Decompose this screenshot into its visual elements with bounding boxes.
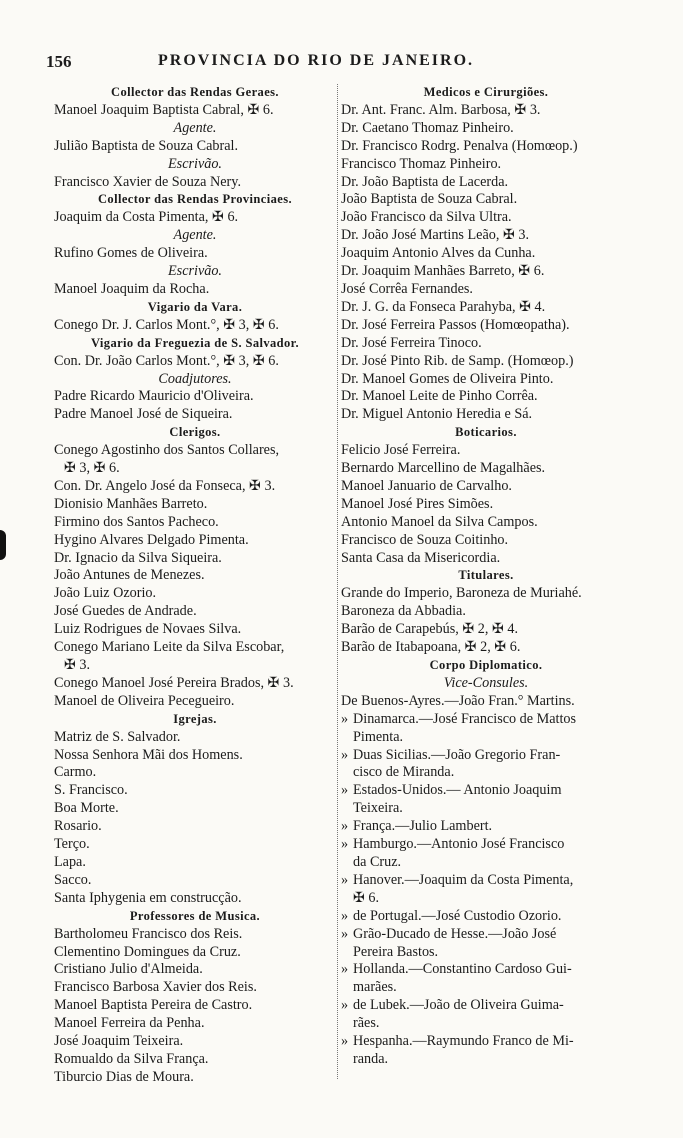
entry-text: Vigario da Freguezia de S. Salvador.	[90, 335, 300, 350]
list-entry	[341, 281, 631, 299]
list-entry	[54, 496, 336, 514]
ditto-mark: »	[341, 997, 349, 1014]
entry-text: Agente.	[173, 119, 217, 136]
entry-text: Pimenta.	[353, 728, 404, 745]
list-entry	[54, 818, 336, 836]
entry-text: Hamburgo.—Antonio José Francisco	[353, 836, 565, 853]
list-entry	[54, 675, 336, 693]
list-entry	[341, 800, 631, 818]
entry-text: Clerigos.	[169, 425, 221, 440]
ditto-mark: »	[341, 818, 349, 835]
list-entry	[54, 1069, 336, 1087]
entry-text: Titulares.	[458, 568, 514, 583]
entry-text: Dr. José Ferreira Tinoco.	[341, 334, 482, 351]
entry-text: Vigario da Vara.	[147, 299, 243, 314]
entry-text: Sacco.	[54, 871, 92, 888]
entry-text: Santa Iphygenia em construcção.	[54, 889, 242, 906]
list-entry	[54, 1033, 336, 1051]
list-entry	[341, 603, 631, 621]
entry-text: Rosario.	[54, 818, 102, 835]
entry-text: João Luiz Ozorio.	[54, 585, 157, 602]
entry-text: Boticarios.	[455, 425, 517, 440]
entry-text: Hanover.—Joaquim da Costa Pimenta,	[353, 871, 574, 888]
list-entry	[341, 979, 631, 997]
list-entry	[54, 585, 336, 603]
entry-text: Hespanha.—Raymundo Franco de Mi-	[353, 1033, 574, 1050]
entry-text: Felicio José Ferreira.	[341, 442, 461, 459]
entry-text: marães.	[353, 979, 397, 996]
list-entry	[54, 836, 336, 854]
entry-text: Francisco Thomaz Pinheiro.	[341, 155, 502, 172]
list-entry	[54, 102, 336, 120]
entry-text: Dr. Joaquim Manhães Barreto, ✠ 6.	[341, 263, 545, 280]
list-entry	[54, 406, 336, 424]
list-entry	[54, 764, 336, 782]
entry-text: rães.	[353, 1015, 380, 1032]
list-entry	[54, 729, 336, 747]
list-entry	[341, 102, 631, 120]
entry-text: Joaquim Antonio Alves da Cunha.	[341, 245, 536, 262]
entry-text: Manoel Januario de Carvalho.	[341, 477, 512, 494]
list-entry	[341, 353, 631, 371]
entry-text: Grão-Ducado de Hesse.—João José	[353, 925, 557, 942]
entry-text: Collector das Rendas Provinciaes.	[98, 192, 292, 207]
list-entry	[341, 227, 631, 245]
list-entry	[341, 890, 631, 908]
section-heading	[54, 191, 336, 209]
entry-text: Boa Morte.	[54, 800, 119, 817]
ditto-mark: »	[341, 925, 349, 942]
list-entry	[341, 711, 631, 729]
entry-text: José Corrêa Fernandes.	[341, 280, 473, 297]
entry-text: Con. Dr. Angelo José da Fonseca, ✠ 3.	[54, 477, 276, 494]
entry-text: Rufino Gomes de Oliveira.	[54, 245, 208, 262]
page-header	[46, 52, 646, 76]
list-entry	[341, 621, 631, 639]
entry-text: Teixeira.	[353, 800, 403, 817]
entry-text: S. Francisco.	[54, 782, 128, 799]
list-entry	[341, 872, 631, 890]
entry-text: Estados-Unidos.— Antonio Joaquim	[353, 782, 562, 799]
ditto-mark: »	[341, 710, 349, 727]
list-entry	[341, 729, 631, 747]
section-heading	[54, 908, 336, 926]
entry-text: Conego Agostinho dos Santos Collares,	[54, 442, 280, 459]
list-entry	[54, 245, 336, 263]
ditto-mark: »	[341, 961, 349, 978]
list-entry	[341, 371, 631, 389]
list-entry	[54, 567, 336, 585]
entry-text: ✠ 6.	[353, 889, 380, 906]
entry-text: Barão de Itabapoana, ✠ 2, ✠ 6.	[341, 639, 521, 656]
list-entry	[341, 1015, 631, 1033]
list-entry	[341, 120, 631, 138]
list-entry	[54, 550, 336, 568]
ditto-mark: »	[341, 1033, 349, 1050]
entry-text: Pereira Bastos.	[353, 943, 439, 960]
entry-text: Conego Mariano Leite da Silva Escobar,	[54, 639, 285, 656]
ditto-mark: »	[341, 782, 349, 799]
list-entry	[54, 442, 336, 460]
page-number: 156	[46, 52, 72, 71]
list-entry	[341, 263, 631, 281]
entry-text: Luiz Rodrigues de Novaes Silva.	[54, 621, 242, 638]
entry-text: Vice-Consules.	[443, 674, 529, 691]
list-entry	[54, 281, 336, 299]
role-subheading	[54, 263, 336, 281]
entry-text: Francisco de Souza Coitinho.	[341, 531, 509, 548]
list-entry	[341, 532, 631, 550]
entry-text: Dr. Manoel Leite de Pinho Corrêa.	[341, 388, 538, 405]
list-entry	[54, 478, 336, 496]
entry-text: Padre Ricardo Mauricio d'Oliveira.	[54, 388, 254, 405]
entry-text: Medicos e Cirurgiões.	[423, 85, 549, 99]
entry-text: Escrivão.	[168, 263, 222, 280]
list-entry	[341, 388, 631, 406]
entry-text: Romualdo da Silva França.	[54, 1050, 209, 1067]
role-subheading	[54, 227, 336, 245]
list-entry	[54, 657, 336, 675]
list-entry	[54, 782, 336, 800]
entry-text: de Lubek.—João de Oliveira Guima-	[353, 997, 564, 1014]
section-heading	[341, 424, 631, 442]
entry-text: França.—Julio Lambert.	[353, 818, 493, 835]
list-entry	[341, 961, 631, 979]
list-entry	[54, 854, 336, 872]
entry-text: Francisco Xavier de Souza Nery.	[54, 173, 241, 190]
list-entry	[54, 979, 336, 997]
entry-text: Cristiano Julio d'Almeida.	[54, 961, 203, 978]
list-entry	[341, 406, 631, 424]
entry-text: Julião Baptista de Souza Cabral.	[54, 137, 239, 154]
entry-text: Dinamarca.—José Francisco de Mattos	[353, 710, 576, 727]
entry-text: Bernardo Marcellino de Magalhães.	[341, 460, 546, 477]
entry-text: Dr. Manoel Gomes de Oliveira Pinto.	[341, 370, 554, 387]
role-subheading	[341, 675, 631, 693]
list-entry	[54, 603, 336, 621]
entry-text: de Portugal.—José Custodio Ozorio.	[353, 907, 562, 924]
entry-text: Manoel de Oliveira Pecegueiro.	[54, 692, 235, 709]
entry-text: Dr. José Pinto Rib. de Samp. (Homœop.)	[341, 352, 574, 369]
list-entry	[341, 442, 631, 460]
entry-text: Nossa Senhora Mãi dos Homens.	[54, 746, 243, 763]
list-entry	[54, 800, 336, 818]
column-divider	[337, 84, 338, 1079]
list-entry	[341, 1051, 631, 1069]
list-entry	[341, 854, 631, 872]
list-entry	[54, 514, 336, 532]
entry-text: Baroneza da Abbadia.	[341, 603, 466, 620]
list-entry	[341, 156, 631, 174]
entry-text: Dr. Ignacio da Silva Siqueira.	[54, 549, 222, 566]
entry-text: Igrejas.	[173, 711, 217, 726]
entry-text: ✠ 3, ✠ 6.	[64, 460, 120, 477]
entry-text: Antonio Manoel da Silva Campos.	[341, 513, 538, 530]
list-entry	[341, 209, 631, 227]
list-entry	[54, 747, 336, 765]
list-entry	[54, 997, 336, 1015]
list-entry	[341, 747, 631, 765]
entry-text: Carmo.	[54, 764, 97, 781]
list-entry	[341, 818, 631, 836]
list-entry	[341, 191, 631, 209]
right-column	[341, 84, 631, 1069]
entry-text: De Buenos-Ayres.—João Fran.° Martins.	[341, 692, 575, 709]
list-entry	[54, 1015, 336, 1033]
entry-text: Lapa.	[54, 853, 86, 870]
list-entry	[54, 209, 336, 227]
entry-text: randa.	[353, 1050, 389, 1067]
list-entry	[341, 460, 631, 478]
ditto-mark: »	[341, 871, 349, 888]
entry-text: Coadjutores.	[158, 370, 232, 387]
entry-text: Dionisio Manhães Barreto.	[54, 495, 208, 512]
list-entry	[341, 997, 631, 1015]
entry-text: Santa Casa da Misericordia.	[341, 549, 501, 566]
section-heading	[54, 424, 336, 442]
entry-text: João Baptista de Souza Cabral.	[341, 191, 518, 208]
entry-text: Manoel Ferreira da Penha.	[54, 1015, 205, 1032]
list-entry	[54, 693, 336, 711]
section-heading	[54, 711, 336, 729]
list-entry	[54, 138, 336, 156]
page-edge-stain	[0, 530, 6, 560]
entry-text: Padre Manoel José de Siqueira.	[54, 406, 233, 423]
entry-text: Firmino dos Santos Pacheco.	[54, 513, 219, 530]
list-entry	[341, 174, 631, 192]
list-entry	[341, 138, 631, 156]
list-entry	[54, 890, 336, 908]
entry-text: Dr. Francisco Rodrg. Penalva (Homœop.)	[341, 137, 578, 154]
entry-text: Corpo Diplomatico.	[429, 658, 543, 672]
entry-text: Dr. J. G. da Fonseca Parahyba, ✠ 4.	[341, 298, 546, 315]
section-heading	[341, 657, 631, 675]
list-entry	[341, 764, 631, 782]
list-entry	[54, 944, 336, 962]
list-entry	[341, 514, 631, 532]
entry-text: Manoel Baptista Pereira de Castro.	[54, 997, 253, 1014]
list-entry	[341, 836, 631, 854]
entry-text: da Cruz.	[353, 853, 402, 870]
entry-text: cisco de Miranda.	[353, 764, 455, 781]
entry-text: Dr. João José Martins Leão, ✠ 3.	[341, 227, 530, 244]
entry-text: Francisco Barbosa Xavier dos Reis.	[54, 979, 257, 996]
section-heading	[54, 84, 336, 102]
entry-text: Conego Manoel José Pereira Brados, ✠ 3.	[54, 674, 294, 691]
list-entry	[54, 621, 336, 639]
entry-text: Dr. Miguel Antonio Heredia e Sá.	[341, 406, 533, 423]
list-entry	[54, 1051, 336, 1069]
entry-text: Professores de Musica.	[129, 908, 261, 923]
list-entry	[54, 639, 336, 657]
section-heading	[341, 84, 631, 102]
entry-text: Tiburcio Dias de Moura.	[54, 1068, 194, 1085]
section-heading	[341, 567, 631, 585]
list-entry	[341, 299, 631, 317]
list-entry	[341, 245, 631, 263]
entry-text: Hollanda.—Constantino Cardoso Gui-	[353, 961, 572, 978]
entry-text: Dr. Ant. Franc. Alm. Barbosa, ✠ 3.	[341, 101, 541, 118]
list-entry	[341, 908, 631, 926]
list-entry	[341, 926, 631, 944]
entry-text: Bartholomeu Francisco dos Reis.	[54, 925, 243, 942]
entry-text: Duas Sicilias.—João Gregorio Fran-	[353, 746, 561, 763]
list-entry	[54, 926, 336, 944]
list-entry	[341, 317, 631, 335]
list-entry	[341, 550, 631, 568]
entry-text: Conego Dr. J. Carlos Mont.°, ✠ 3, ✠ 6.	[54, 316, 279, 333]
entry-text: Con. Dr. João Carlos Mont.°, ✠ 3, ✠ 6.	[54, 352, 279, 369]
entry-text: Clementino Domingues da Cruz.	[54, 943, 241, 960]
list-entry	[341, 1033, 631, 1051]
list-entry	[54, 872, 336, 890]
entry-text: João Francisco da Silva Ultra.	[341, 209, 512, 226]
entry-text: Dr. João Baptista de Lacerda.	[341, 173, 509, 190]
role-subheading	[54, 156, 336, 174]
list-entry	[341, 639, 631, 657]
list-entry	[341, 693, 631, 711]
list-entry	[54, 961, 336, 979]
list-entry	[341, 478, 631, 496]
list-entry	[341, 944, 631, 962]
entry-text: Barão de Carapebús, ✠ 2, ✠ 4.	[341, 621, 519, 638]
ditto-mark: »	[341, 746, 349, 763]
list-entry	[54, 388, 336, 406]
list-entry	[341, 585, 631, 603]
role-subheading	[54, 120, 336, 138]
entry-text: Hygino Alvares Delgado Pimenta.	[54, 531, 249, 548]
entry-text: Escrivão.	[168, 155, 222, 172]
entry-text: ✠ 3.	[64, 657, 91, 673]
entry-text: Dr. José Ferreira Passos (Homœopatha).	[341, 316, 570, 333]
entry-text: Manoel José Pires Simões.	[341, 495, 494, 512]
entry-text: Manoel Joaquim Baptista Cabral, ✠ 6.	[54, 101, 274, 118]
list-entry	[54, 532, 336, 550]
list-entry	[341, 335, 631, 353]
role-subheading	[54, 371, 336, 389]
list-entry	[54, 460, 336, 478]
entry-text: Matriz de S. Salvador.	[54, 728, 181, 745]
ditto-mark: »	[341, 836, 349, 853]
ditto-mark: »	[341, 907, 349, 924]
entry-text: Agente.	[173, 227, 217, 244]
list-entry	[341, 496, 631, 514]
entry-text: Grande do Imperio, Baroneza de Muriahé.	[341, 585, 582, 602]
entry-text: Manoel Joaquim da Rocha.	[54, 280, 210, 297]
section-heading	[54, 299, 336, 317]
page-title: PROVINCIA DO RIO DE JANEIRO.	[158, 52, 475, 69]
left-column	[54, 84, 336, 1087]
list-entry	[54, 317, 336, 335]
entry-text: Collector das Rendas Geraes.	[111, 85, 279, 99]
entry-text: José Guedes de Andrade.	[54, 603, 197, 620]
entry-text: José Joaquim Teixeira.	[54, 1033, 184, 1050]
entry-text: Joaquim da Costa Pimenta, ✠ 6.	[54, 209, 239, 226]
entry-text: Dr. Caetano Thomaz Pinheiro.	[341, 119, 514, 136]
entry-text: Terço.	[54, 836, 90, 853]
list-entry	[341, 782, 631, 800]
list-entry	[54, 174, 336, 192]
list-entry	[54, 353, 336, 371]
section-heading	[54, 335, 336, 353]
entry-text: João Antunes de Menezes.	[54, 567, 205, 584]
